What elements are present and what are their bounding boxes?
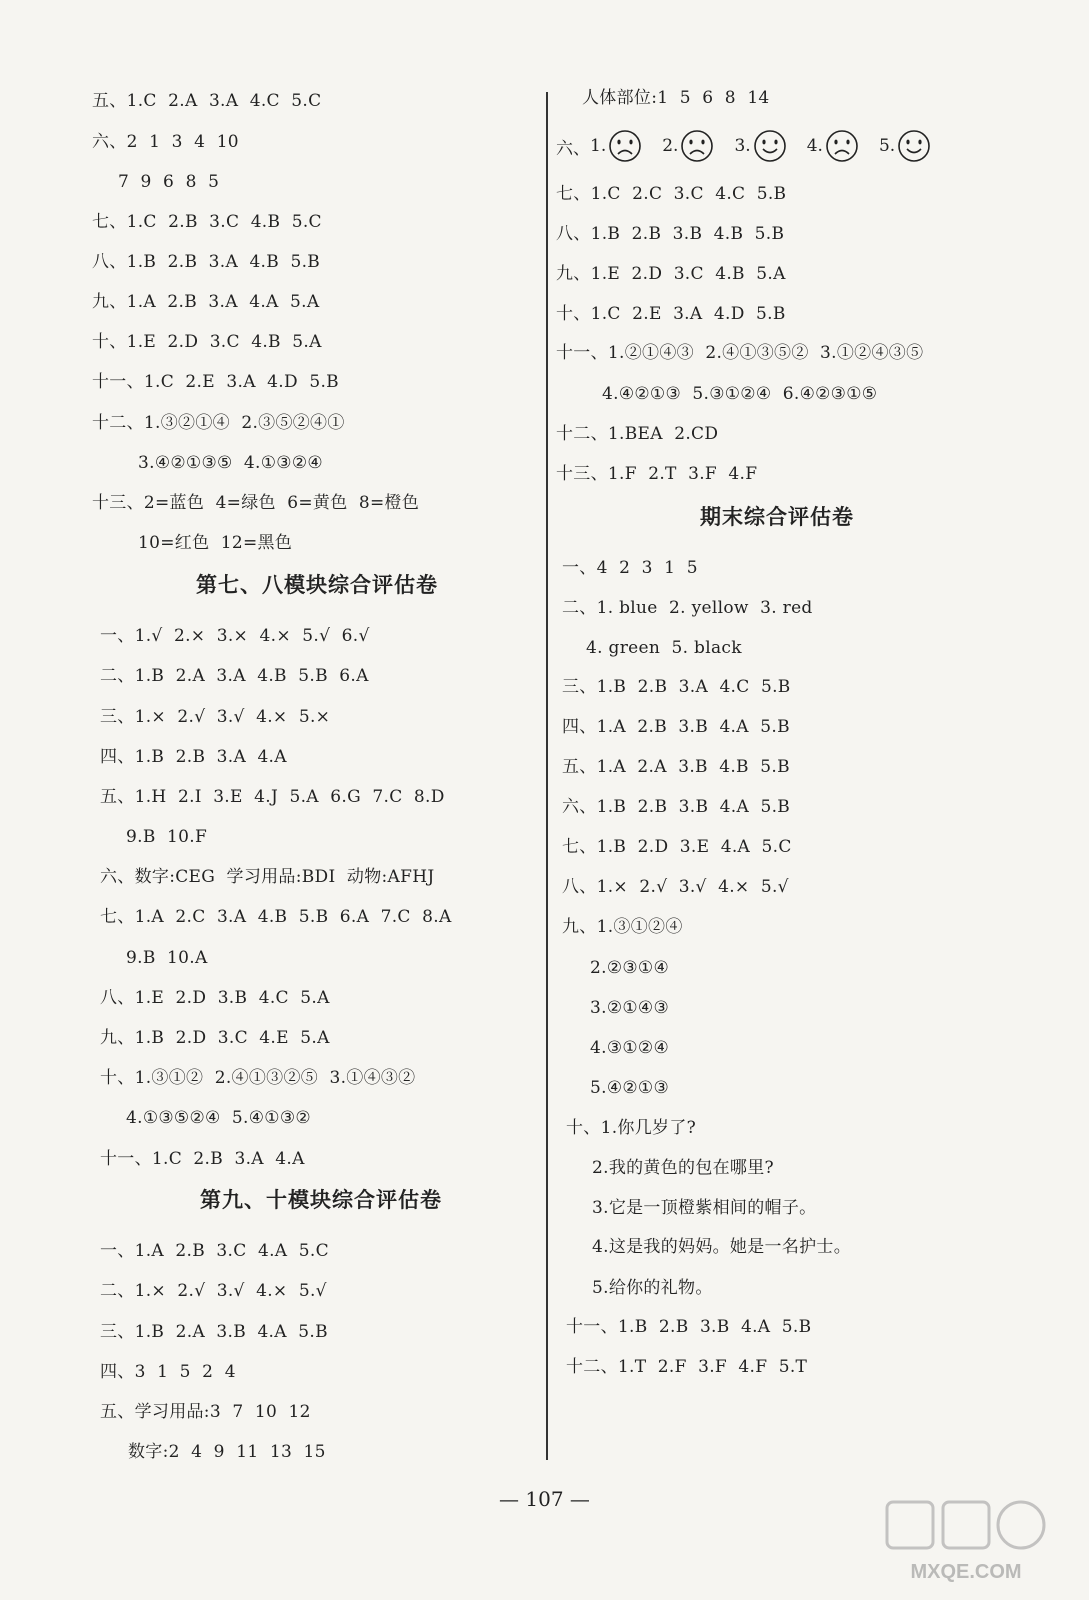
answer-line: 二、1.× 2.√ 3.√ 4.× 5.√	[100, 1281, 327, 1301]
watermark-logo	[881, 1496, 1051, 1586]
answer-line: 4.③①②④	[590, 1038, 669, 1058]
face-answer-label: 1.	[590, 136, 607, 156]
answer-line: 八、1.B 2.B 3.B 4.B 5.B	[556, 224, 785, 244]
answer-line: 十一、1.B 2.B 3.B 4.A 5.B	[566, 1317, 812, 1337]
face-answer-item	[879, 129, 931, 163]
sad-face-icon	[680, 129, 714, 163]
answer-line: 五、1.C 2.A 3.A 4.C 5.C	[92, 91, 322, 111]
face-answer-item	[590, 129, 642, 163]
sad-face-icon	[825, 129, 859, 163]
page-number: — 107 —	[499, 1487, 590, 1511]
watermark-text: MXQE.COM	[910, 1561, 1022, 1583]
answer-line: 九、1.③①②④	[562, 917, 683, 937]
faces-answer-row	[556, 128, 951, 164]
happy-face-icon	[753, 129, 787, 163]
answer-line: 十一、1.②①④③ 2.④①③⑤② 3.①②④③⑤	[556, 343, 924, 363]
answer-line: 5.④②①③	[590, 1078, 669, 1098]
answer-line: 7 9 6 8 5	[118, 172, 220, 192]
answer-line: 九、1.B 2.D 3.C 4.E 5.A	[100, 1028, 330, 1048]
sad-face-icon	[608, 129, 642, 163]
answer-line: 4.④②①③ 5.③①②④ 6.④②③①⑤	[602, 384, 878, 404]
face-answer-item	[807, 129, 859, 163]
faces-row-prefix: 六、	[556, 138, 590, 159]
answer-line: 十三、1.F 2.T 3.F 4.F	[556, 464, 758, 484]
answer-line: 五、1.A 2.A 3.B 4.B 5.B	[562, 757, 790, 777]
answer-line: 十二、1.T 2.F 3.F 4.F 5.T	[566, 1357, 808, 1377]
answer-line: 十一、1.C 2.E 3.A 4.D 5.B	[92, 372, 339, 392]
answer-line: 3.②①④③	[590, 998, 669, 1018]
answer-line: 三、1.× 2.√ 3.√ 4.× 5.×	[100, 707, 331, 727]
answer-line: 十二、1.BEA 2.CD	[556, 424, 719, 444]
answer-line: 六、1.B 2.B 3.B 4.A 5.B	[562, 797, 791, 817]
answer-line: 一、4 2 3 1 5	[562, 558, 698, 578]
answer-line: 十二、1.③②①④ 2.③⑤②④①	[92, 413, 345, 433]
column-divider	[546, 92, 548, 1460]
answer-line: 六、2 1 3 4 10	[92, 132, 239, 152]
face-answer-label: 3.	[734, 136, 751, 156]
answer-line: 八、1.B 2.B 3.A 4.B 5.B	[92, 252, 321, 272]
answer-line: 一、1.A 2.B 3.C 4.A 5.C	[100, 1241, 329, 1261]
answer-line: 七、1.A 2.C 3.A 4.B 5.B 6.A 7.C 8.A	[100, 907, 452, 927]
answer-line: 九、1.A 2.B 3.A 4.A 5.A	[92, 292, 320, 312]
face-answer-label: 5.	[878, 136, 896, 156]
answer-line: 4.①③⑤②④ 5.④①③②	[126, 1108, 311, 1128]
answer-line: 十、1.你几岁了?	[566, 1118, 697, 1138]
answer-line: 人体部位:1 5 6 8 14	[582, 88, 770, 108]
answer-line: 十、1.E 2.D 3.C 4.B 5.A	[92, 332, 322, 352]
answer-line: 5.给你的礼物。	[592, 1278, 713, 1298]
answer-line: 一、1.√ 2.× 3.× 4.× 5.√ 6.√	[100, 626, 370, 646]
face-answer-item	[662, 129, 714, 163]
answer-line: 9.B 10.A	[126, 948, 208, 968]
section-heading: 第九、十模块综合评估卷	[200, 1188, 442, 1212]
face-answer-label: 4.	[806, 136, 823, 156]
answer-line: 2.②③①④	[590, 958, 669, 978]
answer-line: 五、1.H 2.I 3.E 4.J 5.A 6.G 7.C 8.D	[100, 787, 445, 807]
answer-line: 七、1.B 2.D 3.E 4.A 5.C	[562, 837, 792, 857]
answer-line: 十、1.③①② 2.④①③②⑤ 3.①④③②	[100, 1068, 416, 1088]
answer-line: 五、学习用品:3 7 10 12	[100, 1402, 311, 1422]
face-answer-item	[734, 129, 786, 163]
answer-line: 七、1.C 2.C 3.C 4.C 5.B	[556, 184, 787, 204]
answer-line: 八、1.E 2.D 3.B 4.C 5.A	[100, 988, 330, 1008]
answer-line: 三、1.B 2.B 3.A 4.C 5.B	[562, 677, 791, 697]
answer-line: 3.④②①③⑤ 4.①③②④	[138, 453, 323, 473]
answer-line: 七、1.C 2.B 3.C 4.B 5.C	[92, 212, 322, 232]
answer-line: 二、1.B 2.A 3.A 4.B 5.B 6.A	[100, 666, 369, 686]
answer-line: 10=红色 12=黑色	[138, 533, 293, 553]
answer-line: 数字:2 4 9 11 13 15	[128, 1442, 326, 1462]
answer-line: 四、3 1 5 2 4	[100, 1362, 236, 1382]
answer-line: 六、数字:CEG 学习用品:BDI 动物:AFHJ	[100, 867, 435, 887]
answer-line: 九、1.E 2.D 3.C 4.B 5.A	[556, 264, 786, 284]
answer-line: 9.B 10.F	[126, 827, 208, 847]
face-answer-label: 2.	[662, 136, 679, 156]
answer-line: 四、1.B 2.B 3.A 4.A	[100, 747, 287, 767]
answer-line: 3.它是一顶橙紫相间的帽子。	[592, 1198, 817, 1218]
answer-line: 十一、1.C 2.B 3.A 4.A	[100, 1149, 305, 1169]
answer-line: 4.这是我的妈妈。她是一名护士。	[592, 1237, 852, 1257]
answer-line: 十、1.C 2.E 3.A 4.D 5.B	[556, 304, 786, 324]
answer-line: 四、1.A 2.B 3.B 4.A 5.B	[562, 717, 790, 737]
happy-face-icon	[897, 129, 931, 163]
section-heading: 第七、八模块综合评估卷	[196, 573, 438, 597]
answer-line: 八、1.× 2.√ 3.√ 4.× 5.√	[562, 877, 789, 897]
answer-line: 4. green 5. black	[586, 638, 742, 658]
answer-line: 十三、2=蓝色 4=绿色 6=黄色 8=橙色	[92, 493, 420, 513]
section-heading: 期末综合评估卷	[700, 505, 854, 529]
answer-line: 2.我的黄色的包在哪里?	[592, 1158, 774, 1178]
answer-line: 二、1. blue 2. yellow 3. red	[562, 598, 813, 618]
answer-line: 三、1.B 2.A 3.B 4.A 5.B	[100, 1322, 328, 1342]
